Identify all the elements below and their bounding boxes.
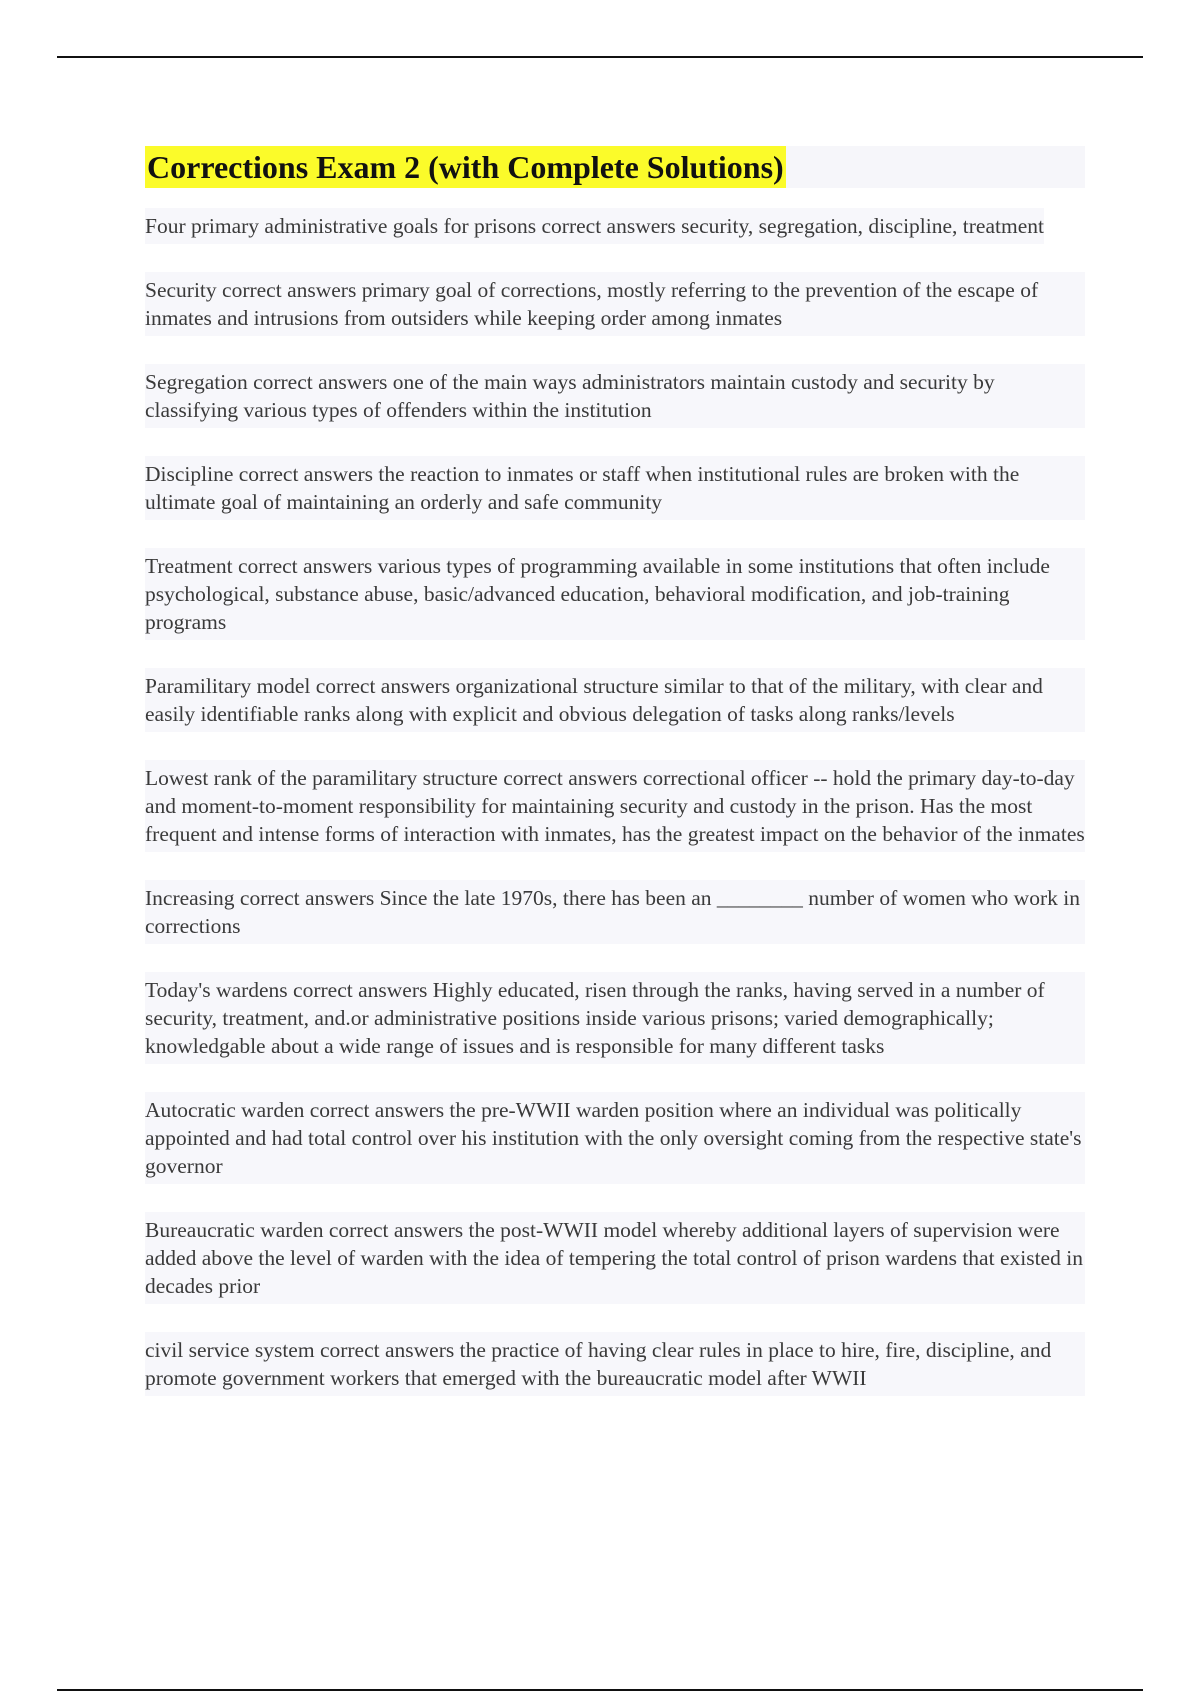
entry-discipline: Discipline correct answers the reaction to inmates or staff when institutional rules are broken with the ultimate goal of maintaining an orderly and safe community [145,456,1085,520]
entry-todays-wardens: Today's wardens correct answers Highly educated, risen through the ranks, having served in a number of security, treatment, and.or administrative positions inside various prisons; varied demographically; knowledgable about a wide range of issues and is responsible for many different tasks [145,972,1085,1064]
entry-treatment: Treatment correct answers various types of programming available in some institutions that often include psychological, substance abuse, basic/advanced education, behavioral modification, and job-training programs [145,548,1085,640]
entry-lowest-rank: Lowest rank of the paramilitary structure correct answers correctional officer -- hold the primary day-to-day and moment-to-moment responsibility for maintaining security and custody in the prison. Has the most frequent and intense forms of interaction with inmates, has the greatest impact on the behavior of the inmates [145,760,1085,852]
document-body [145,146,1085,1424]
entry-civil-service-system: civil service system correct answers the practice of having clear rules in place to hire, fire, discipline, and promote government workers that emerged with the bureaucratic model after WWII [145,1332,1085,1396]
top-rule [57,56,1143,58]
entry-administrative-goals: Four primary administrative goals for prisons correct answers security, segregation, discipline, treatment [145,208,1044,244]
title-band [145,146,1085,188]
entry-security: Security correct answers primary goal of corrections, mostly referring to the prevention of the escape of inmates and intrusions from outsiders while keeping order among inmates [145,272,1085,336]
entry-autocratic-warden: Autocratic warden correct answers the pre-WWII warden position where an individual was politically appointed and had total control over his institution with the only oversight coming from the respective state's governor [145,1092,1085,1184]
entry-segregation: Segregation correct answers one of the main ways administrators maintain custody and security by classifying various types of offenders within the institution [145,364,1085,428]
document-title: Corrections Exam 2 (with Complete Solutions) [145,146,786,188]
bottom-rule [57,1689,1143,1691]
entry-bureaucratic-warden: Bureaucratic warden correct answers the post-WWII model whereby additional layers of supervision were added above the level of warden with the idea of tempering the total control of prison wardens that existed in decades prior [145,1212,1085,1304]
entry-paramilitary-model: Paramilitary model correct answers organizational structure similar to that of the military, with clear and easily identifiable ranks along with explicit and obvious delegation of tasks along ranks/levels [145,668,1085,732]
entry-increasing: Increasing correct answers Since the late 1970s, there has been an ________ number of women who work in corrections [145,880,1085,944]
